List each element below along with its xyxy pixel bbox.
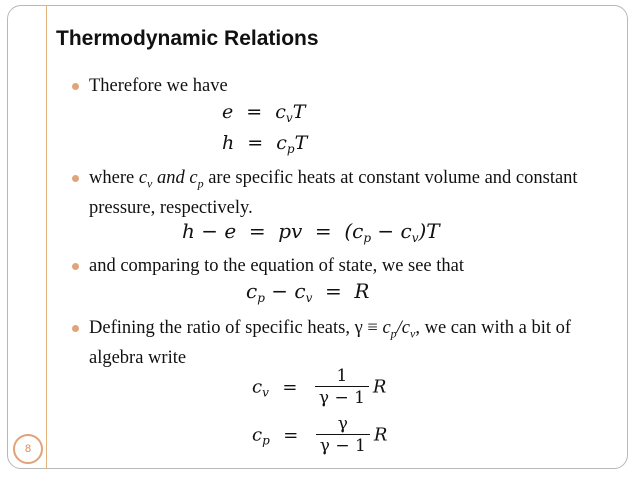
bullet-text: Therefore we have (89, 76, 228, 96)
page-number-badge: 8 (13, 434, 43, 464)
bullet-dot-icon (72, 83, 79, 90)
bullet-dot-icon (72, 175, 79, 182)
bullet-equation-of-state (72, 254, 602, 278)
bullet-specific-heats: where $c_v$ and $c_p$ are specific heats at constant volume and constant pressure, respectively. (72, 166, 602, 220)
equation-cp-ratio: $c_p$ = $\frac{\gamma}{\gamma - 1}$ R (252, 414, 388, 456)
equation-h: $h = c_pT$ (222, 132, 308, 156)
equation-cv-ratio: $c_v$ = $\frac{1}{\gamma - 1}$ R (252, 366, 387, 408)
left-accent-rule (46, 5, 47, 469)
fraction-cp: $\frac{\gamma}{\gamma - 1}$ (316, 414, 370, 457)
bullet-dot-icon (72, 325, 79, 332)
equation-cp-minus-cv: $c_p - c_v = R$ (246, 279, 370, 305)
equation-e: $e = c_vT$ (222, 101, 306, 125)
equation-h-minus-e: h − e = pv = $(c_p - c_v)T$ (182, 219, 440, 245)
bullet-text: and comparing to the equation of state, we see that (89, 256, 465, 276)
slide-title: Thermodynamic Relations (56, 27, 319, 50)
bullet-ratio-specific-heats: Defining the ratio of specific heats, $\gamma \equiv c_p/c_v$, we can with a bit of algebra write (72, 316, 602, 370)
bullet-dot-icon (72, 263, 79, 270)
bullet-therefore (72, 74, 602, 98)
fraction-cv: $\frac{1}{\gamma - 1}$ (315, 366, 369, 409)
